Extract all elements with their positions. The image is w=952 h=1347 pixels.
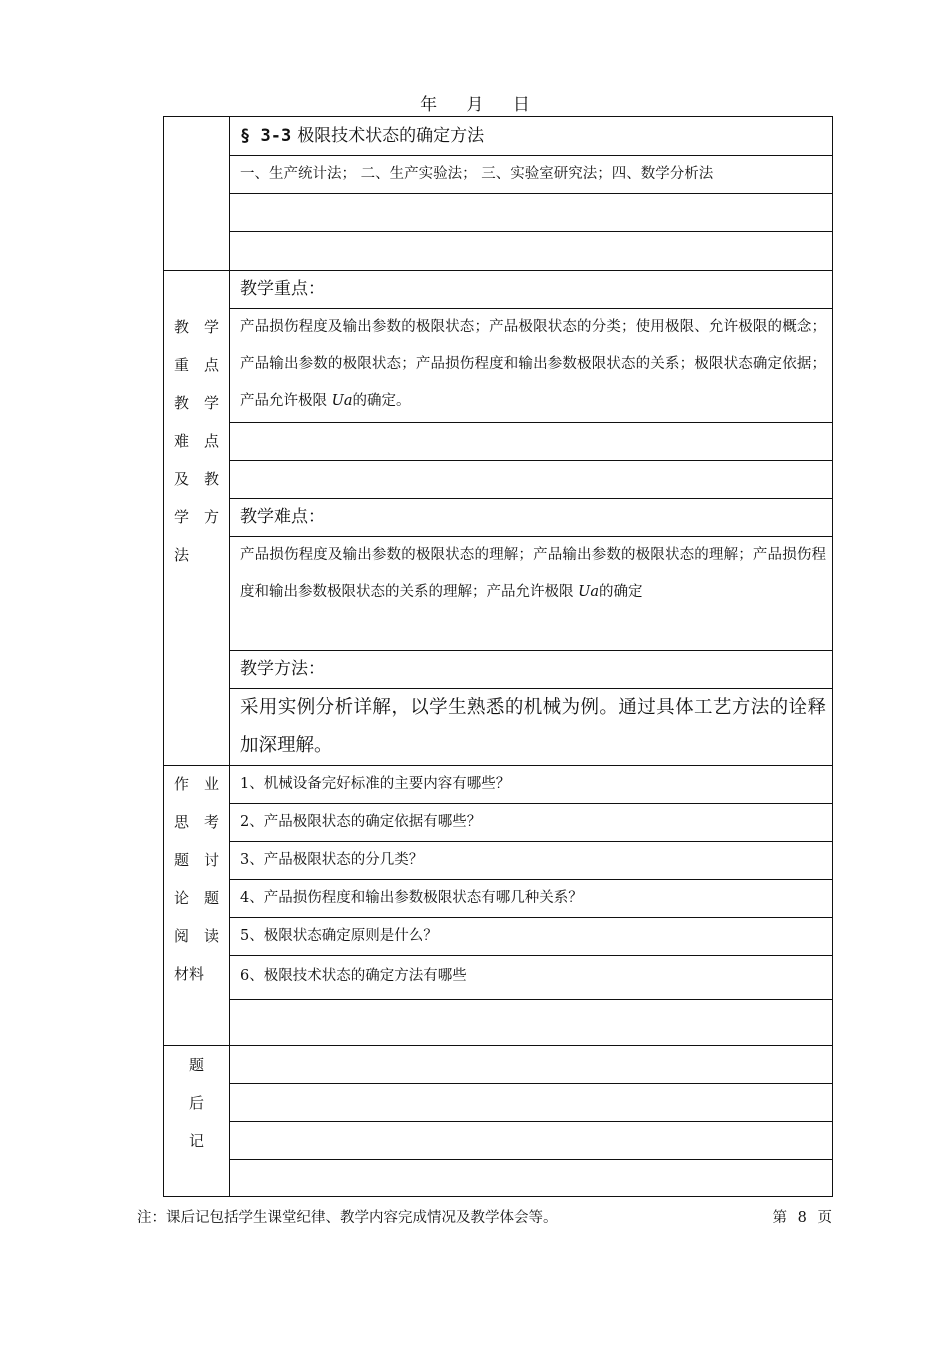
variable-ua: Ua xyxy=(578,584,599,600)
homework-question: 1、机械设备完好标准的主要内容有哪些？ xyxy=(240,776,511,792)
side-label-row: 后 xyxy=(188,1094,204,1112)
section-title-text: 极限技术状态的确定方法 xyxy=(297,126,485,146)
homework-question: 6、极限技术状态的确定方法有哪些 xyxy=(240,968,467,984)
row-divider xyxy=(229,193,832,194)
homework-side-label xyxy=(164,765,229,993)
row-divider xyxy=(229,231,832,232)
section-number: § 3-3 xyxy=(240,126,292,146)
row-divider xyxy=(229,1083,832,1084)
side-label-row: 及 教 xyxy=(174,470,219,488)
teaching-method-text: 采用实例分析详解，以学生熟悉的机械为例。通过具体工艺方法的诠释加深理解。 xyxy=(240,697,826,756)
side-label-row: 阅 读 xyxy=(174,927,219,945)
row-divider xyxy=(229,460,832,461)
footer-note: 注：课后记包括学生课堂纪律、教学内容完成情况及教学体会等。 xyxy=(137,1210,558,1226)
difficult-points-text: 产品损伤程度及输出参数的极限状态的理解；产品输出参数的极限状态的理解；产品损伤程度和输出参数极限状态的关系的理解；产品允许极限 Ua的确定 xyxy=(240,547,826,600)
side-label-row: 作 业 xyxy=(174,775,219,793)
variable-ua: Ua xyxy=(331,393,353,409)
key-points-text: 产品损伤程度及输出参数的极限状态；产品极限状态的分类；使用极限、允许极限的概念；产品输出参数的极限状态；产品损伤程度和输出参数极限状态的关系；极限状态确定依据；产品允许极限 Ua的确定。 xyxy=(240,319,826,409)
row-divider xyxy=(229,999,832,1000)
side-label-row: 思 考 xyxy=(174,813,219,831)
date-line: 年 月 日 xyxy=(420,95,532,115)
teaching-side-label xyxy=(164,308,229,574)
key-points-label: 教学重点： xyxy=(240,279,325,299)
side-label-row: 重 点 xyxy=(174,356,219,374)
column-divider xyxy=(229,117,230,1196)
row-divider xyxy=(229,955,832,956)
methods-list: 一、生产统计法； 二、生产实验法； 三、实验室研究法；四、数学分析法 xyxy=(240,166,714,182)
homework-question: 4、产品损伤程度和输出参数极限状态有哪几种关系？ xyxy=(240,890,583,906)
homework-question: 3、产品极限状态的分几类？ xyxy=(240,852,424,868)
lesson-plan-table xyxy=(163,116,833,1197)
postscript-side-label xyxy=(164,1046,229,1160)
side-label-row: 记 xyxy=(188,1132,204,1150)
difficult-points-label: 教学难点： xyxy=(240,507,325,527)
homework-question: 5、极限状态确定原则是什么？ xyxy=(240,928,438,944)
row-divider xyxy=(229,1121,832,1122)
teaching-method-label: 教学方法： xyxy=(240,659,325,679)
side-label-row: 题 讨 xyxy=(174,851,219,869)
side-label-row: 法 xyxy=(174,546,190,564)
side-label-row: 难 点 xyxy=(174,432,219,450)
side-label-row: 教 学 xyxy=(174,318,219,336)
side-label-row: 材料 xyxy=(174,965,205,983)
section-divider xyxy=(164,1045,832,1046)
homework-question: 2、产品极限状态的确定依据有哪些？ xyxy=(240,814,482,830)
row-divider xyxy=(229,422,832,423)
page-number: 第 8 页 xyxy=(772,1210,832,1226)
side-label-row: 题 xyxy=(188,1056,204,1074)
row-divider xyxy=(229,1159,832,1160)
side-label-row: 学 方 xyxy=(174,508,219,526)
section-title xyxy=(240,117,826,155)
side-label-row: 论 题 xyxy=(174,889,219,907)
side-label-row: 教 学 xyxy=(174,394,219,412)
